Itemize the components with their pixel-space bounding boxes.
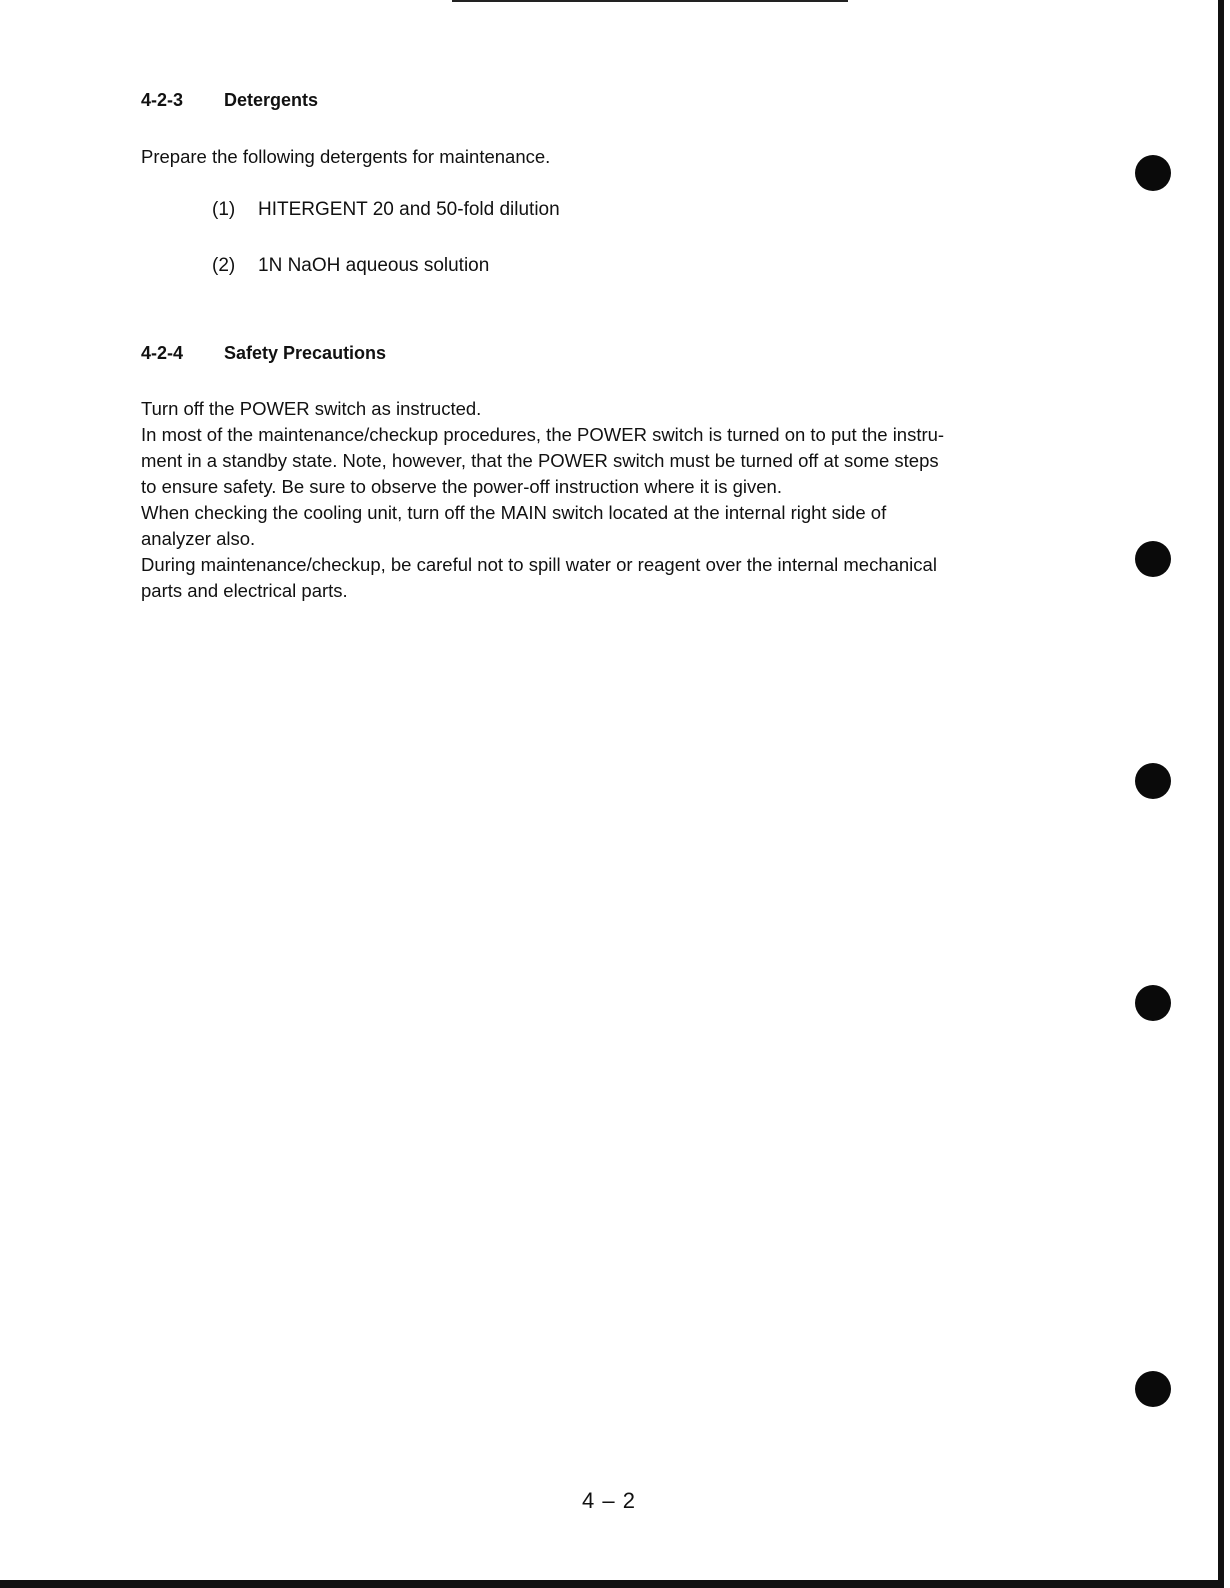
body-line: analyzer also. [141, 528, 256, 549]
body-line: In most of the maintenance/checkup procedures, the POWER switch is turned on to put the instru- [141, 424, 945, 445]
list-text: 1N NaOH aqueous solution [258, 255, 490, 276]
section-number: 4-2-4 [141, 343, 184, 363]
binder-hole-icon [1135, 985, 1171, 1021]
list-item [212, 199, 560, 221]
list-marker: (1) [212, 199, 236, 220]
list-marker: (2) [212, 255, 236, 276]
section-number: 4-2-3 [141, 90, 184, 110]
binder-hole-icon [1135, 541, 1171, 577]
body-line: parts and electrical parts. [141, 580, 348, 601]
list-item [212, 255, 489, 277]
binder-hole-icon [1135, 763, 1171, 799]
section-title: Safety Precautions [224, 343, 387, 363]
binder-hole-icon [1135, 155, 1171, 191]
section-heading-4-2-3 [141, 90, 318, 111]
detergents-intro: Prepare the following detergents for maintenance. [141, 146, 551, 167]
body-line: ment in a standby state. Note, however, that the POWER switch must be turned off at some steps [141, 450, 939, 471]
section-heading-4-2-4 [141, 343, 386, 364]
section-title: Detergents [224, 90, 319, 110]
body-line: Turn off the POWER switch as instructed. [141, 398, 482, 419]
body-line: When checking the cooling unit, turn off the MAIN switch located at the internal right side of [141, 502, 887, 523]
top-rule [452, 0, 848, 2]
body-line: to ensure safety. Be sure to observe the power-off instruction where it is given. [141, 476, 782, 497]
list-text: HITERGENT 20 and 50-fold dilution [258, 199, 560, 220]
safety-precautions-body [141, 396, 944, 604]
page-number: 4 – 2 [582, 1488, 636, 1513]
body-line: During maintenance/checkup, be careful not to spill water or reagent over the internal mechanical [141, 554, 937, 575]
binder-hole-icon [1135, 1371, 1171, 1407]
